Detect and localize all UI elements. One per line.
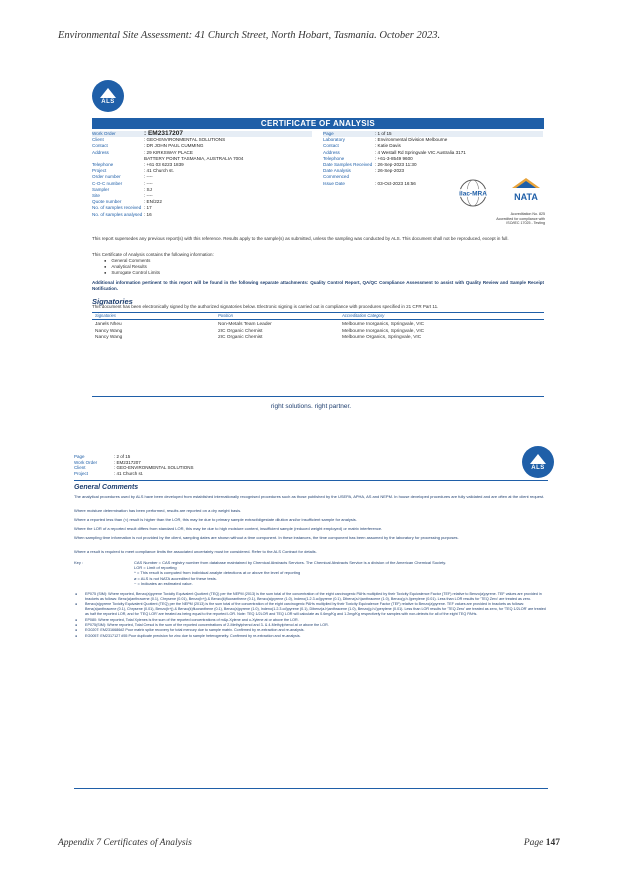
additional-info-statement: Additional information pertinent to this report will be found in the following separate attachments: Quality Control Report, QA/QC Compliance Assessment to assist with Quality Review and Sample Receipt Notification. <box>92 280 544 291</box>
field-value: : Katie Davis <box>375 143 401 149</box>
field-label: Address <box>323 149 340 155</box>
field-value: : Environmental Division Melbourne <box>375 137 448 143</box>
field-label: Address <box>92 149 109 155</box>
key-item: ^ = This result is computed from individual analyte detections at or above the level of reporting <box>134 570 301 576</box>
als-logo-text: ALS <box>531 464 545 471</box>
sig-header-bottom-rule <box>92 319 544 320</box>
page2-info-value: : 41 Church st. <box>114 470 144 476</box>
contains-list-item: ● Analytical Results <box>104 264 160 270</box>
nata-accreditation-note: Accreditation No. 825 Accredited for compliance with ISO/IEC 17025 - Testing <box>496 212 545 225</box>
document-header-title: Environmental Site Assessment: 41 Church Street, North Hobart, Tasmania. October 2023. <box>58 30 441 41</box>
footer-page-value: 147 <box>545 838 560 848</box>
page2-info-value: : 2 of 15 <box>114 454 131 459</box>
gc-paragraph: Where the LOR of a reported result differs from standard LOR, this may be due to high moisture content, insufficient sample (reduced weight employed) or matrix interference. <box>74 526 383 531</box>
signatory-name: Janels Nheu <box>95 322 122 327</box>
certificate-title-banner: CERTIFICATE OF ANALYSIS <box>92 118 544 129</box>
key-item: LOR = Limit of reporting <box>134 565 177 571</box>
field-label: Contact <box>92 143 108 149</box>
key-items <box>134 560 548 586</box>
supersede-statement: This report supersedes any previous report(s) with this reference. Results apply to the sample(s) as submitted, unless the sampling was conducted by ALS. This document shall not be reproduced, except in full. <box>92 236 509 241</box>
gc-bullet-item: ● EG005T: EM2317127 #55 Poor duplicate precision for zinc due to sample heterogeneity. Confirmed by re-extraction and re-analysis. <box>74 634 548 639</box>
signatory-name: Nancy Wang <box>95 328 123 334</box>
key-item: ~ = Indicates an estimated value. <box>134 580 193 586</box>
key-item: CAS Number = CAS registry number from database maintained by Chemical Abstracts Services. The Chemical Abstracts Service is a division of the American Chemical Society. <box>134 560 447 565</box>
field-label: Work Order <box>92 131 116 136</box>
page2-info-label: Client <box>74 465 86 471</box>
field-label: No. of samples received <box>92 205 142 211</box>
gc-paragraph: When sampling time information is not provided by the client, sampling dates are shown without a time component. In these instances, the time component has been assumed by the laboratory for processing purposes. <box>74 535 459 540</box>
als-tagline: right solutions. right partner. <box>270 403 352 410</box>
contains-intro: This Certificate of Analysis contains the following information: <box>92 252 214 257</box>
page2-info-label: Page <box>74 454 85 459</box>
field-label: Client <box>92 137 104 143</box>
field-value: : 1 of 15 <box>375 131 392 136</box>
field-label: C-O-C number <box>92 180 123 186</box>
field-label: No. of samples analysed <box>92 211 143 217</box>
field-value: : DR JOHN PAUL CUMMING <box>144 143 204 149</box>
gc-paragraph: Where moisture determination has been performed, results are reported on a dry weight basis. <box>74 508 242 513</box>
nata-badge-icon <box>506 176 546 204</box>
field-value: : GEO-ENVIRONMENTAL SOLUTIONS <box>144 137 226 143</box>
field-label: Quote number <box>92 199 122 205</box>
field-value: : 17 <box>144 205 152 211</box>
field-value: : +61 03 6223 1839 <box>144 162 184 168</box>
page2-info-block <box>74 454 194 476</box>
field-label: Laboratory <box>323 137 345 143</box>
signatories-description: This document has been electronically signed by the authorized signatories below. Electronic signing is carried out in compliance with procedures specified in 21 CFR Part 11. <box>92 304 439 309</box>
signatory-categories <box>342 322 424 342</box>
footer-page-number <box>524 838 560 848</box>
field-value: : 41 Church st. <box>144 168 174 174</box>
field-label: Page <box>323 131 334 136</box>
gc-paragraph: Where a result is required to meet compliance limits the associated uncertainty must be considered. Refer to the ALS Contract for details. <box>74 549 317 554</box>
field-value: : 26-Sep-2023 11:30 <box>375 162 417 168</box>
field-value: : 29 KIRKSWAY PLACE <box>144 149 193 155</box>
field-label: Telephone <box>323 155 345 161</box>
contains-list <box>104 258 160 276</box>
signatory-position: Non-Metals Team Leader <box>218 322 272 327</box>
certificate-left-fields <box>92 131 312 218</box>
signatory-positions <box>218 322 272 342</box>
nata-badge-text: NATA <box>514 192 538 202</box>
field-value: : 26-Sep-2023 <box>375 168 405 174</box>
page2-header-rule <box>74 480 548 481</box>
als-logo-page2 <box>522 446 554 478</box>
general-comments-title: General Comments <box>74 484 139 491</box>
field-label: Telephone <box>92 162 114 168</box>
field-value: : EM2317207 <box>144 130 184 137</box>
contains-list-item: ● General Comments <box>104 258 160 264</box>
signatory-category: Melbourne Organics, Springvale, VIC <box>342 335 422 340</box>
footer-page-label: Page <box>523 838 544 848</box>
signatory-category: Melbourne Inorganics, Springvale, VIC <box>342 322 425 327</box>
footer-appendix-label: Appendix 7 Certificates of Analysis <box>58 838 192 848</box>
field-label: Sampler <box>92 186 110 192</box>
gc-bullet-item: ● Benzo(a)pyrene Toxicity Equivalent Quotient (TEQ) per the NEPM (2013) is the sum total of the concentration of the eight carcinogenic PAHs multiplied by their Toxicity Equivalence Factor (TEF) relative to Benzo(a)pyrene. TEF values are provided in brackets as follows: Benz(a)anthracene (0.1), Chrysene (0.01), Benzo(b+j) & Benzo(k)fluoranthene (0.1), Benzo(a)pyrene (1.0), Indeno(1.2.3.cd)pyrene (0.1), Dibenz(a.h)anthracene (1.0), Benzo(g.h.i)perylene (0.01). Less than LOR results for 'TEQ Zero' are treated as zero, for 'TEQ 1/2LOR' are treated as half the reported LOR, and for 'TEQ LOR' are treated as being equal to the reported LOR. Note: TEQ 1/2LOR and TEQ LOR will calculate as 0.6mg/Kg and 1.2mg/Kg respectively for samples with non-detects for all of the eight TEQ PAHs. <box>74 602 548 617</box>
field-row <box>92 212 312 218</box>
field-value: BATTERY POINT TASMANIA, AUSTRALIA 7004 <box>144 155 244 161</box>
ilac-mra-badge-text: ilac-MRA <box>459 190 487 198</box>
field-value: : 4 Westall Rd Springvale VIC Australia 3171 <box>375 149 466 155</box>
als-logo-triangle-icon <box>100 88 116 98</box>
signatory-name: Nancy Wang <box>95 335 123 340</box>
contains-list-item: ● Surrogate Control Limits <box>104 270 160 276</box>
gc-paragraph: The analytical procedures used by ALS have been developed from established internationally recognised procedures such as those published by the USEPA, APHA, AS and NEPM. In house developed procedures are fully validated and are often at the client request. <box>74 494 545 499</box>
sig-header-accreditation: Accreditation Category <box>342 313 385 318</box>
ilac-mra-badge-icon <box>452 178 494 208</box>
signatory-position: 2IC Organic Chemist <box>218 335 263 340</box>
gc-bullet-item: ● EP080: Where reported, Total Xylenes is the sum of the reported concentrations of m&p-Xylene and o-Xylene at or above the LOR. <box>74 618 548 623</box>
sig-header-top-rule <box>92 312 544 313</box>
field-label: Date Analysis Commenced <box>323 168 351 180</box>
page2-info-row <box>74 471 194 477</box>
field-value: : ---- <box>144 180 153 186</box>
field-value: : ---- <box>144 193 153 199</box>
field-value: : +61-3-8549 9600 <box>375 155 413 161</box>
als-logo-page1 <box>92 80 124 112</box>
als-logo-text: ALS <box>101 98 115 105</box>
field-value: : EN/222 <box>144 199 162 205</box>
page2-info-value: : GEO-ENVIRONMENTAL SOLUTIONS <box>114 465 194 471</box>
field-label: Order number <box>92 174 121 180</box>
field-label: Project <box>92 168 107 174</box>
field-value: : 03-Oct-2023 16:56 <box>375 180 416 186</box>
key-item: ø = ALS is not NATA accredited for these tests. <box>134 575 217 581</box>
gc-paragraph: Where a reported less than (<) result is higher than the LOR, this may be due to primary sample extract/digestate dilution and/or insufficient sample for analysis. <box>74 517 357 522</box>
field-label: Contact <box>323 143 339 149</box>
gc-bullet-item: ● EP075 (SIM): Where reported, Benzo(a)pyrene Toxicity Equivalent Quotient (TEQ) per the NEPM (2013) is the sum total of the concentration of the eight carcinogenic PAHs multiplied by their Toxicity Equivalence Factor (TEF) relative to Benzo(a)pyrene. TEF values are provided in brackets as follows: Benz(a)anthracene (0.1), Chrysene (0.01), Benzo(b+j) & Benzo(k)fluoranthene (0.1), Benzo(a)pyrene (1.0), Indeno(1.2.3.cd)pyrene (0.1), Dibenz(a.h)anthracene (1.0), Benzo(g.h.i)perylene (0.01). Less than LOR results for 'TEQ Zero' are treated as zero. <box>74 592 548 602</box>
field-label: Site <box>92 193 100 199</box>
signatory-position: 2IC Organic Chemist <box>218 328 263 334</box>
sig-header-signatories: Signatories <box>95 313 116 318</box>
field-value: : ---- <box>144 174 153 180</box>
signatory-category: Melbourne Inorganics, Springvale, VIC <box>342 328 425 334</box>
field-value: : SJ <box>144 186 152 192</box>
field-label: Issue Date <box>323 180 345 186</box>
gc-bullet-item: ● EG020T: EM2316686#2 Poor matrix spike recovery for total mercury due to sample matrix. Confirmed by re-extraction and re-analysis. <box>74 628 548 633</box>
field-label: Date Samples Received <box>323 162 373 168</box>
page1-footer-rule <box>92 396 544 397</box>
sig-header-position: Position <box>218 313 233 318</box>
signatory-names <box>95 322 122 342</box>
gc-bullet-list <box>74 592 548 639</box>
signatories-title: Signatories <box>92 297 133 306</box>
gc-bullet-item: ● EP075(SIM): Where reported, Total Cresol is the sum of the reported concentrations of 2-Methylphenol and 3- & 4-Methylphenol at or above the LOR. <box>74 623 548 628</box>
page2-footer-rule <box>74 788 548 789</box>
als-logo-triangle-icon <box>530 454 546 464</box>
page2-info-label: Work Order <box>74 459 98 465</box>
field-value: : 16 <box>144 211 152 217</box>
key-label: Key : <box>74 560 84 565</box>
page2-info-label: Project <box>74 470 89 476</box>
page2-info-value: : EM2317207 <box>114 459 141 465</box>
